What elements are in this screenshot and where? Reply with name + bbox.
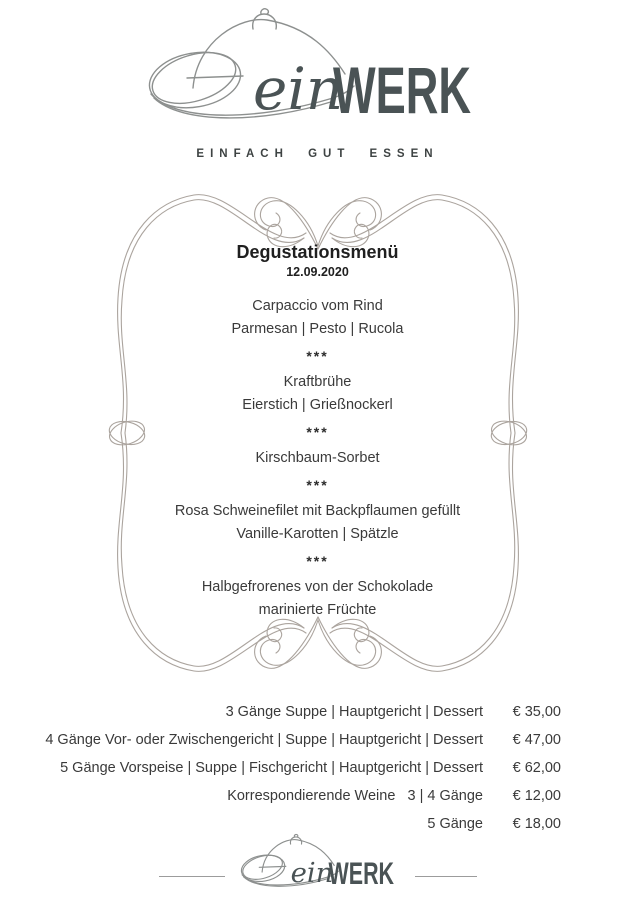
- course-separator: ***: [306, 424, 329, 440]
- brand-footer: [0, 836, 635, 892]
- course-name: Kirschbaum-Sorbet: [255, 450, 380, 466]
- course-sides: Eierstich | Grießnockerl: [242, 397, 393, 413]
- menu-content: [0, 240, 635, 622]
- course-soup: [0, 371, 635, 417]
- course-separator: ***: [306, 348, 329, 364]
- course-main: [0, 500, 635, 546]
- brand-werk-text: WERK: [328, 855, 394, 891]
- brand-werk-text: WERK: [333, 53, 472, 127]
- course-sides: Vanille-Karotten | Spätzle: [236, 526, 399, 542]
- price-value: € 62,00: [512, 760, 561, 776]
- pricing-list: [0, 702, 561, 842]
- price-label: Korrespondierende Weine 3 | 4 Gänge: [227, 788, 483, 804]
- course-name: Carpaccio vom Rind: [252, 298, 383, 314]
- brand-script-text: ein: [253, 55, 344, 123]
- price-label: 3 Gänge Suppe | Hauptgericht | Dessert: [225, 704, 483, 720]
- course-name: Halbgefrorenes von der Schokolade: [201, 579, 434, 595]
- price-label: 5 Gänge: [427, 816, 483, 832]
- footer-divider-right: [415, 876, 477, 877]
- course-starter: [0, 295, 635, 341]
- price-value: € 35,00: [512, 704, 561, 720]
- footer-divider-left: [159, 876, 225, 877]
- course-separator: ***: [306, 477, 329, 493]
- course-name: Rosa Schweinefilet mit Backpflaumen gefüllt: [174, 503, 461, 519]
- course-sorbet: [0, 447, 635, 470]
- price-value: € 12,00: [512, 788, 561, 804]
- course-sides: marinierte Früchte: [258, 602, 377, 618]
- price-row-4-courses: [0, 730, 561, 750]
- menu-date: 12.09.2020: [286, 265, 349, 279]
- course-sides: Parmesan | Pesto | Rucola: [231, 321, 404, 337]
- course-separator: ***: [306, 553, 329, 569]
- feinwerk-logo: [137, 12, 493, 130]
- menu-title: Degustationsmenü: [236, 242, 399, 262]
- price-row-5-courses: [0, 758, 561, 778]
- price-value: € 18,00: [512, 816, 561, 832]
- price-label: 5 Gänge Vorspeise | Suppe | Fischgericht | Hauptgericht | Dessert: [60, 760, 483, 776]
- course-dessert: [0, 576, 635, 622]
- price-row-3-courses: [0, 702, 561, 722]
- price-value: € 47,00: [512, 732, 561, 748]
- price-label: 4 Gänge Vor- oder Zwischengericht | Suppe | Hauptgericht | Dessert: [45, 732, 483, 748]
- price-row-wines-3-4: [0, 786, 561, 806]
- price-row-wines-5: [0, 814, 561, 834]
- brand-script-text: ein: [290, 857, 333, 890]
- brand-tagline: EINFACH GUT ESSEN: [196, 148, 439, 160]
- feinwerk-logo-small: [235, 836, 405, 892]
- course-name: Kraftbrühe: [283, 374, 352, 390]
